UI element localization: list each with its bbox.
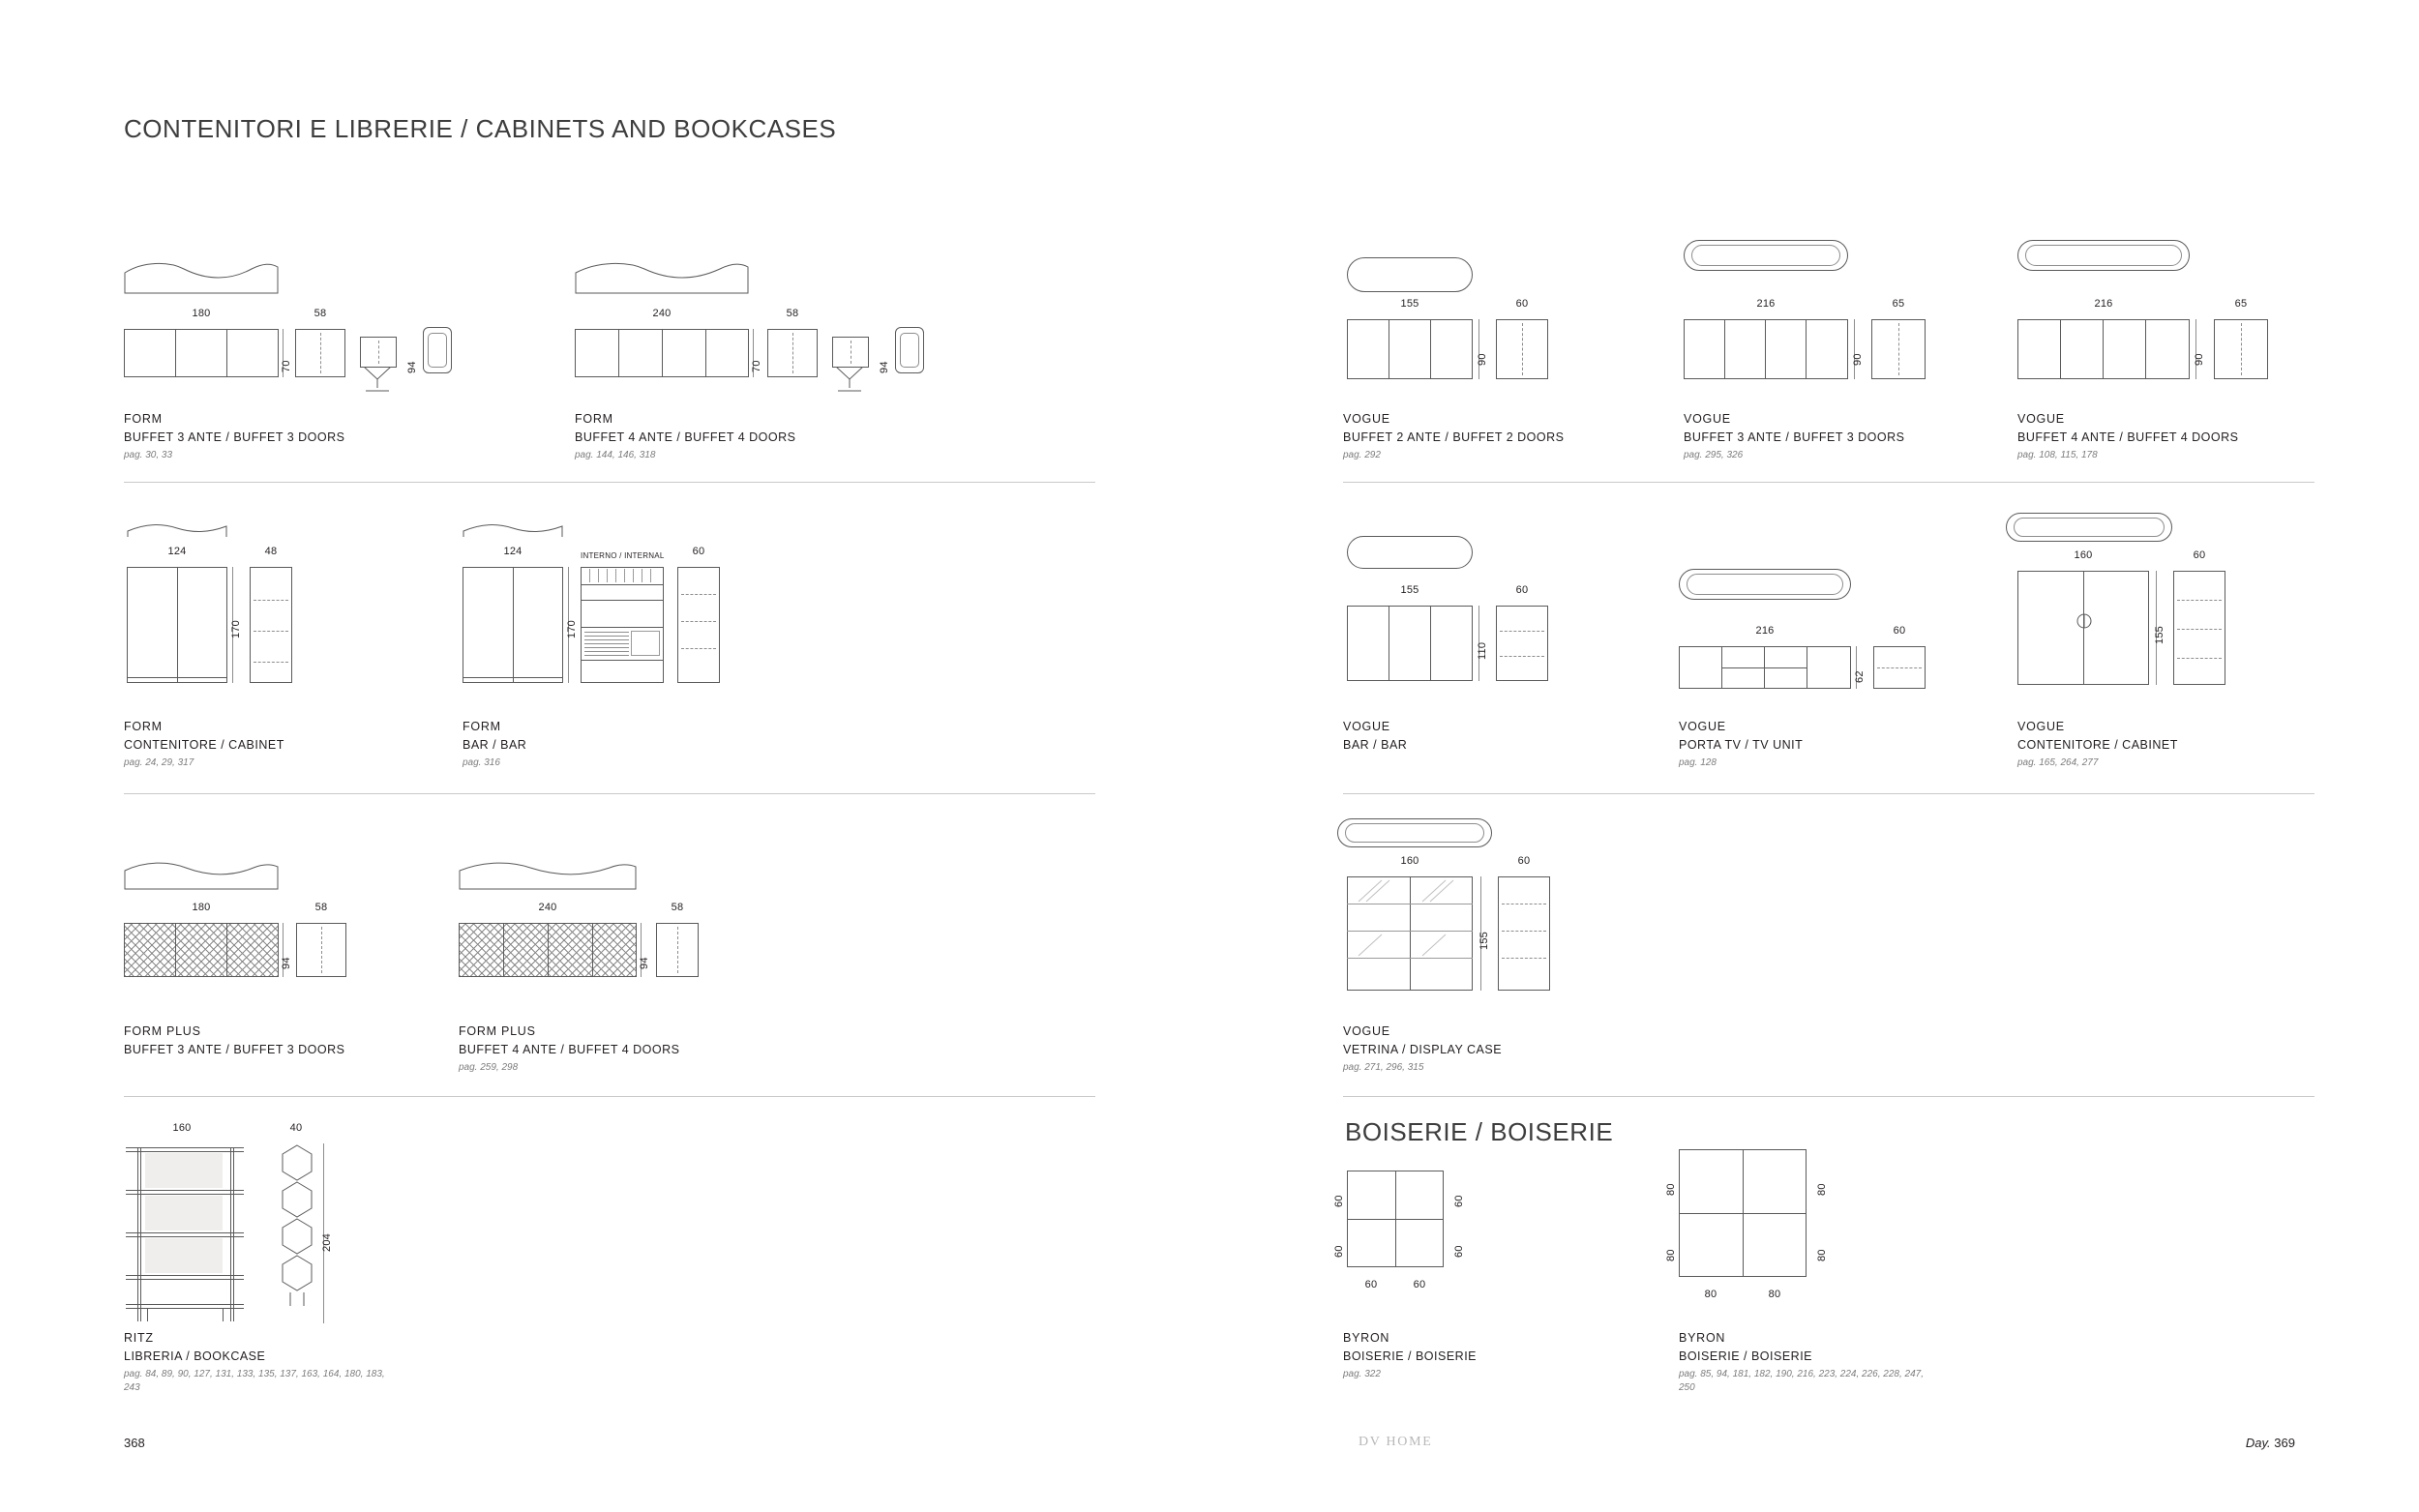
item-desc: BUFFET 3 ANTE / BUFFET 3 DOORS — [124, 1042, 345, 1056]
divider — [124, 482, 1095, 483]
item-desc: BOISERIE / BOISERIE — [1679, 1349, 1813, 1363]
dim-width: 160 — [1400, 855, 1419, 867]
folio-right-label: Day. — [2245, 1436, 2271, 1450]
dim-height: 70 — [751, 360, 762, 372]
dim-width: 180 — [192, 308, 211, 319]
item-desc: BAR / BAR — [463, 737, 527, 752]
item-pag: pag. 144, 146, 318 — [575, 449, 656, 460]
caption-vogue-bar — [1343, 718, 1407, 756]
dim-height: 90 — [2194, 353, 2205, 366]
folio-right-number: 369 — [2274, 1436, 2295, 1450]
item-pag: pag. 292 — [1343, 449, 1381, 460]
item-brand: VOGUE — [1684, 412, 1731, 426]
caption-byron-boiserie-60 — [1343, 1329, 1477, 1381]
dim-width: 240 — [652, 308, 672, 319]
dim-width: 180 — [192, 902, 211, 913]
item-brand: BYRON — [1679, 1331, 1726, 1345]
dim-depth: 65 — [1892, 298, 1905, 310]
dim-width: 216 — [1755, 625, 1775, 637]
dim-height: 70 — [281, 360, 292, 372]
item-pag: pag. 108, 115, 178 — [2017, 449, 2098, 460]
dim-width: 155 — [1400, 584, 1419, 596]
item-desc: CONTENITORE / CABINET — [2017, 737, 2178, 752]
dim-width: 216 — [2094, 298, 2113, 310]
dim-width: 240 — [538, 902, 557, 913]
dim-width: 160 — [172, 1122, 192, 1134]
divider — [124, 1096, 1095, 1097]
front-view — [1684, 319, 1848, 379]
item-brand: VOGUE — [2017, 412, 2065, 426]
item-brand: VOGUE — [1343, 1024, 1390, 1038]
dim-width: 216 — [1756, 298, 1776, 310]
item-desc: LIBRERIA / BOOKCASE — [124, 1349, 266, 1363]
brandmark: DV HOME — [1359, 1435, 1433, 1449]
dim-depth: 58 — [671, 902, 684, 913]
item-pag: pag. 84, 89, 90, 127, 131, 133, 135, 137, 163, 164, 180, 183, 243 — [124, 1368, 385, 1393]
dim-depth: 48 — [264, 546, 278, 557]
caption-ritz-libreria — [124, 1329, 385, 1396]
divider — [1343, 793, 2314, 794]
dim-bottom-left: 80 — [1704, 1289, 1717, 1300]
dim-bottom-right: 60 — [1413, 1279, 1426, 1290]
dim-right-top: 60 — [1453, 1195, 1465, 1207]
dim-height: 110 — [1477, 641, 1488, 660]
folio-left: 368 — [124, 1436, 145, 1450]
dim-depth: 65 — [2234, 298, 2248, 310]
item-desc: PORTA TV / TV UNIT — [1679, 737, 1804, 752]
dim-width: 124 — [503, 546, 523, 557]
item-desc: CONTENITORE / CABINET — [124, 737, 284, 752]
dim-left-bottom: 60 — [1333, 1245, 1345, 1258]
front-view — [2017, 319, 2190, 379]
dim-right-top: 80 — [1816, 1183, 1828, 1196]
dim-side: 94 — [281, 957, 292, 969]
caption-form-buffet-4 — [575, 410, 795, 462]
item-brand: RITZ — [124, 1331, 154, 1345]
item-pag: pag. 316 — [463, 756, 500, 768]
dim-height: 204 — [321, 1232, 333, 1252]
item-desc: BUFFET 4 ANTE / BUFFET 4 DOORS — [2017, 430, 2239, 444]
dim-side: 94 — [639, 957, 650, 969]
dim-left-bottom: 80 — [1665, 1249, 1677, 1261]
item-pag: pag. 85, 94, 181, 182, 190, 216, 223, 224, 226, 228, 247, 250 — [1679, 1368, 1924, 1393]
item-pag: pag. 295, 326 — [1684, 449, 1744, 460]
item-pag: pag. 24, 29, 317 — [124, 756, 194, 768]
caption-form-buffet-3 — [124, 410, 344, 462]
dim-side: 94 — [879, 361, 890, 373]
dim-depth: 60 — [692, 546, 705, 557]
item-brand: FORM — [124, 720, 163, 733]
item-desc: BUFFET 4 ANTE / BUFFET 4 DOORS — [575, 430, 796, 444]
item-desc: BUFFET 3 ANTE / BUFFET 3 DOORS — [124, 430, 345, 444]
item-desc: BUFFET 3 ANTE / BUFFET 3 DOORS — [1684, 430, 1905, 444]
caption-vogue-porta-tv — [1679, 718, 1803, 770]
front-view — [124, 923, 279, 977]
item-brand: FORM — [575, 412, 613, 426]
dim-bottom-right: 80 — [1768, 1289, 1781, 1300]
caption-form-contenitore — [124, 718, 284, 770]
dim-depth: 60 — [1515, 584, 1529, 596]
dim-side: 94 — [406, 361, 418, 373]
item-pag: pag. 165, 264, 277 — [2017, 756, 2099, 768]
dim-depth: 60 — [1515, 298, 1529, 310]
dim-depth: 60 — [2193, 549, 2206, 561]
dim-width: 160 — [2074, 549, 2093, 561]
caption-vogue-buffet-2 — [1343, 410, 1564, 462]
item-brand: VOGUE — [1343, 412, 1390, 426]
dim-depth: 58 — [786, 308, 799, 319]
dim-left-top: 80 — [1665, 1183, 1677, 1196]
dim-depth: 58 — [314, 308, 327, 319]
dim-height: 170 — [230, 619, 242, 638]
item-pag: pag. 30, 33 — [124, 449, 173, 460]
dim-height: 170 — [566, 619, 578, 638]
caption-vogue-buffet-3 — [1684, 410, 1904, 462]
divider — [1343, 482, 2314, 483]
caption-vogue-contenitore — [2017, 718, 2178, 770]
dim-bottom-left: 60 — [1364, 1279, 1378, 1290]
caption-form-bar — [463, 718, 526, 770]
divider — [1343, 1096, 2314, 1097]
front-view — [1347, 319, 1473, 379]
caption-form-plus-buffet-4 — [459, 1023, 679, 1075]
item-brand: VOGUE — [2017, 720, 2065, 733]
dim-right-bottom: 80 — [1816, 1249, 1828, 1261]
dim-depth: 40 — [289, 1122, 303, 1134]
item-brand: BYRON — [1343, 1331, 1390, 1345]
item-pag: pag. 322 — [1343, 1368, 1381, 1379]
item-desc: BAR / BAR — [1343, 737, 1408, 752]
item-brand: VOGUE — [1343, 720, 1390, 733]
dim-width: 124 — [167, 546, 187, 557]
dim-height: 155 — [1478, 931, 1490, 950]
folio-right — [2246, 1436, 2295, 1450]
dim-height: 90 — [1477, 353, 1488, 366]
caption-form-plus-buffet-3 — [124, 1023, 344, 1061]
item-desc: VETRINA / DISPLAY CASE — [1343, 1042, 1503, 1056]
dim-left-top: 60 — [1333, 1195, 1345, 1207]
item-brand: FORM — [124, 412, 163, 426]
dim-right-bottom: 60 — [1453, 1245, 1465, 1258]
dim-width: 155 — [1400, 298, 1419, 310]
dim-depth: 60 — [1517, 855, 1531, 867]
section-title-boiserie: BOISERIE / BOISERIE — [1345, 1117, 1614, 1146]
divider — [124, 793, 1095, 794]
caption-vogue-buffet-4 — [2017, 410, 2238, 462]
item-desc: BUFFET 2 ANTE / BUFFET 2 DOORS — [1343, 430, 1565, 444]
item-brand: FORM — [463, 720, 501, 733]
front-view — [124, 329, 279, 377]
dim-depth: 58 — [314, 902, 328, 913]
item-brand: VOGUE — [1679, 720, 1726, 733]
caption-vogue-vetrina — [1343, 1023, 1502, 1075]
item-pag: pag. 128 — [1679, 756, 1717, 768]
dim-depth: 60 — [1893, 625, 1906, 637]
dim-height: 62 — [1854, 670, 1866, 683]
internal-label: INTERNO / INTERNAL — [581, 551, 665, 560]
dim-height: 90 — [1852, 353, 1864, 366]
caption-byron-boiserie-80 — [1679, 1329, 1940, 1396]
front-view — [1347, 606, 1473, 681]
page-title: CONTENITORI E LIBRERIE / CABINETS AND BOOKCASES — [124, 114, 837, 143]
dim-height: 155 — [2154, 625, 2165, 644]
item-desc: BUFFET 4 ANTE / BUFFET 4 DOORS — [459, 1042, 680, 1056]
item-brand: FORM PLUS — [459, 1024, 536, 1038]
item-pag: pag. 259, 298 — [459, 1061, 519, 1073]
item-pag: pag. 271, 296, 315 — [1343, 1061, 1424, 1073]
item-brand: FORM PLUS — [124, 1024, 201, 1038]
item-desc: BOISERIE / BOISERIE — [1343, 1349, 1478, 1363]
